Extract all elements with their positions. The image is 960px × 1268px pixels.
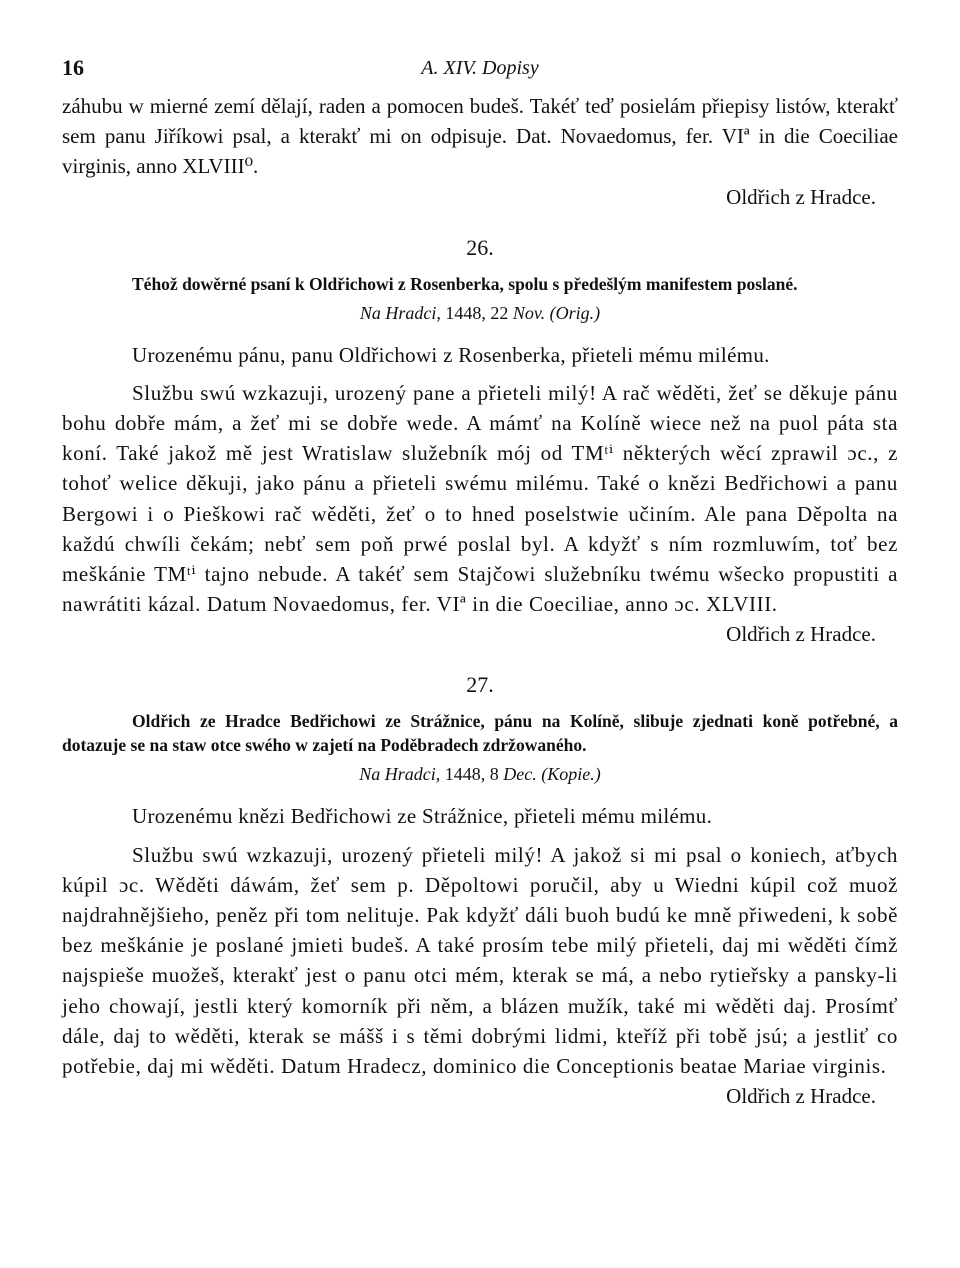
- running-head: A. XIV. Dopisy: [421, 57, 539, 79]
- signature: Oldřich z Hradce.: [726, 622, 876, 647]
- page-header: [62, 55, 898, 91]
- dateline-month: Dec.: [503, 764, 537, 785]
- dateline: [62, 300, 898, 326]
- letter-number: 26.: [466, 234, 494, 260]
- dateline-month: Nov.: [512, 302, 546, 323]
- letter-address: Urozenému knězi Bedřichowi ze Strážnice, přieteli mému milému.: [132, 804, 713, 829]
- dateline-date: 1448, 22: [445, 302, 509, 323]
- letter-26: [62, 234, 898, 650]
- letter-body: Službu swú wzkazuji, urozený přieteli milý! A jakož si mi psal o koniech, aťbych kúpil ɔc. Wěděti dáwám, žeť sem p. Děpoltowi poručil, aby u Wiedni kúpil což muož najdrahnějšieho, peněz při tom nelituje. Pak kdyžť dáli buoh budú ke mně přiwedeni, k sobě bez meškánie je poslané jmieti budeš. A také prosím tebe milý přieteli, daj mi wěděti čímž najspieše muožeš, kterakť jest o panu otci mém, kterak se má, a nebo rytieřsky a pansky-li jeho chowají, jestli který komorník při něm, a blázen mužík, také mi wěděti daj. Prosímť dále, daj to wěděti, kterak se mášš i s těmi dobrými lidmi, kteříž při tobě jsú; a jestliť co potřebie, daj mi wěděti. Datum Hradecz, dominico die Conceptionis beatae Mariae virginis.: [62, 842, 898, 1079]
- dateline-place: Na Hradci,: [359, 302, 441, 323]
- dateline-source: (Orig.): [549, 302, 601, 323]
- dateline: [62, 761, 898, 787]
- letter-27: [62, 671, 898, 1111]
- page-number: 16: [62, 55, 84, 80]
- letter-summary: Téhož dowěrné psaní k Oldřichowi z Rosenberka, spolu s předešlým manifestem poslané.: [132, 273, 798, 294]
- letter-number: 27.: [466, 672, 494, 698]
- letter-body: Službu swú wzkazuji, urozený pane a přieteli milý! A rač wěděti, žeť se děkuje pánu bohu dobře mám, a žeť mi se dobře wede. A mámť na Kolíně wiece než na puol páta sta koní. Také jakož mě jest Wratislaw služebník mój od TMᵗⁱ některých wěcí zprawil ɔc., z tohoť welice děkuji, jako pánu a přieteli swému milému. Také o knězi Bedřichowi a panu Bergowi i o Pieškowi rač wěděti, žeť o to hned poselstwie učiním. Ale pana Děpolta na každú chwíli čekám; nebť sem poň prwé poslal byl. A kdyžť s ním rozmluwím, toť bez meškánie TMᵗⁱ tajno nebude. A takéť sem Stajčowi služebníku twému wšecko propustiti a nawrátiti kázal. Datum Novaedomus, fer. VIª in die Coeciliae, anno ɔc. XLVIII.: [62, 380, 898, 617]
- continuation-text: záhubu w mierné zemí dělají, raden a pomocen budeš. Takéť teď posielám přiepisy listów, kterakť sem panu Jiříkowi psal, a kterakť mi on odpisuje. Dat. Novaedomus, fer. VIª in die Coeciliae virginis, anno XLVIII⁰.: [62, 94, 898, 179]
- letter-address: Urozenému pánu, panu Oldřichowi z Rosenberka, přieteli mému milému.: [132, 342, 770, 367]
- dateline-place: Na Hradci,: [359, 764, 441, 785]
- document-page: [62, 55, 898, 1111]
- signature: Oldřich z Hradce.: [726, 184, 876, 209]
- dateline-date: 1448, 8: [444, 764, 499, 785]
- signature: Oldřich z Hradce.: [726, 1084, 876, 1109]
- dateline-source: (Kopie.): [541, 764, 601, 785]
- letter-summary: Oldřich ze Hradce Bedřichowi ze Strážnice, pánu na Kolíně, slibuje zjednati koně potřebné, a dotazuje se na staw otce swého w zajetí na Poděbradech zdržowaného.: [62, 711, 898, 756]
